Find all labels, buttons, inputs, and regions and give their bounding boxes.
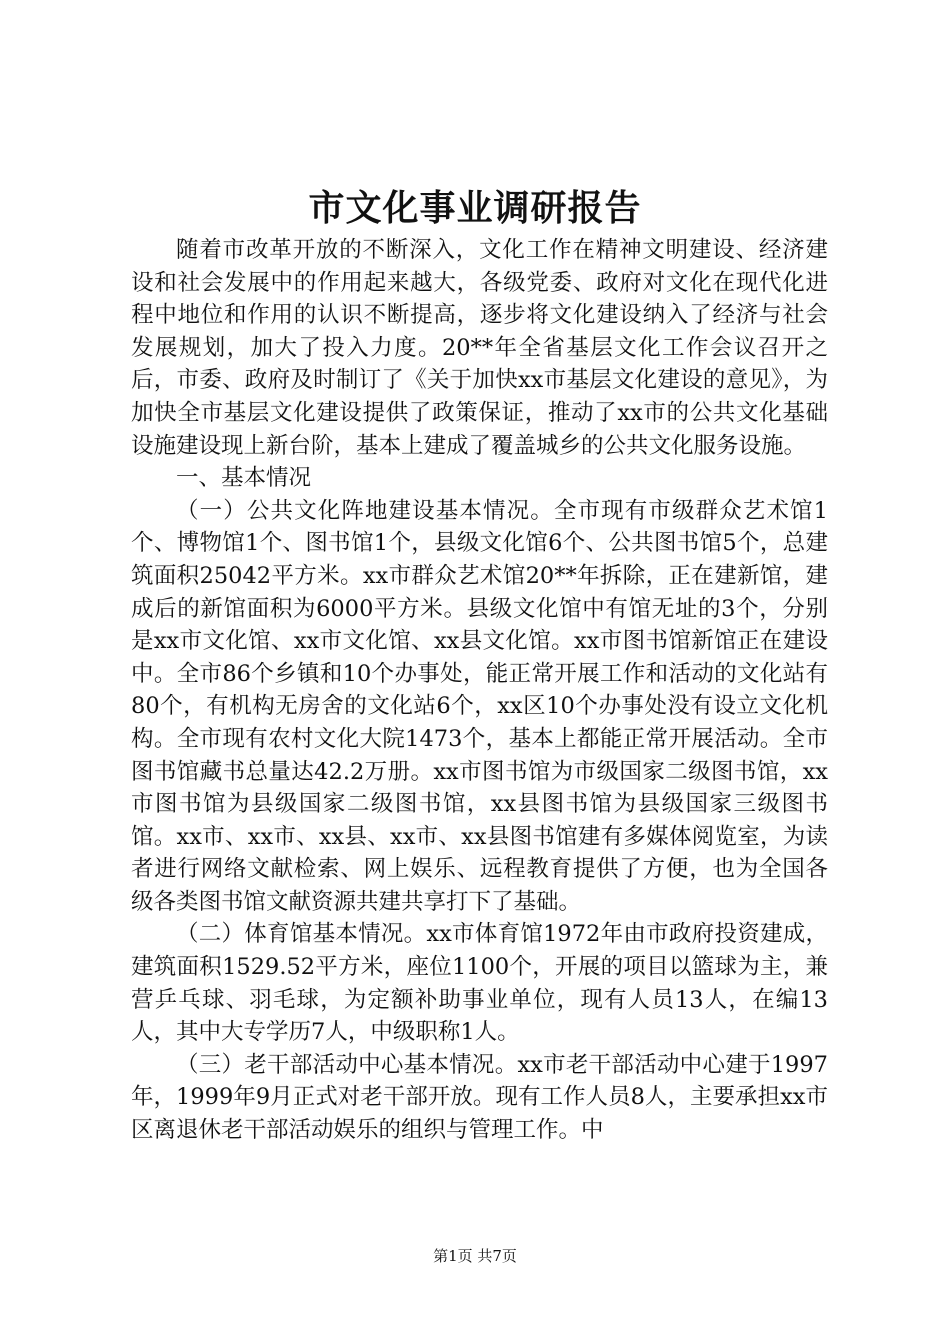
paragraph-stadium: （二）体育馆基本情况。xx市体育馆1972年由市政府投资建成，建筑面积1529.52平方米，座位1100个，开展的项目以篮球为主，兼营乒乓球、羽毛球，为定额补助事业单位，现有人员13人，在编13人，其中大专学历7人，中级职称1人。 xyxy=(131,921,828,1046)
section-heading: 一、基本情况 xyxy=(176,465,312,492)
page-footer: 第1页 共7页 xyxy=(433,1247,517,1265)
paragraph-veteran-center: （三）老干部活动中心基本情况。xx市老干部活动中心建于1997年，1999年9月正式对老干部开放。现有工作人员8人，主要承担xx市区离退休老干部活动娱乐的组织与管理工作。中 xyxy=(131,1051,828,1144)
page-title: 市文化事业调研报告 xyxy=(308,187,642,229)
paragraph-public-culture: （一）公共文化阵地建设基本情况。全市现有市级群众艺术馆1个、博物馆1个、图书馆1个，县级文化馆6个、公共图书馆5个，总建筑面积25042平方米。xx市群众艺术馆20**年拆除，正在建新馆，建成后的新馆面积为6000平方米。县级文化馆中有馆无址的3个，分别是xx市文化馆、xx市文化馆、xx县文化馆。xx市图书馆新馆正在建设中。全市86个乡镇和10个办事处，能正常开展工作和活动的文化站有80个，有机构无房舍的文化站6个，xx区10个办事处没有设立文化机构。全市现有农村文化大院1473个，基本上都能正常开展活动。全市图书馆藏书总量达42.2万册。xx市图书馆为市级国家二级图书馆，xx市图书馆为县级国家二级图书馆，xx县图书馆为县级国家三级图书馆。xx市、xx市、xx县、xx市、xx县图书馆建有多媒体阅览室，为读者进行网络文献检索、网上娱乐、远程教育提供了方便，也为全国各级各类图书馆文献资源共建共享打下了基础。 xyxy=(131,497,828,915)
intro-paragraph: 随着市改革开放的不断深入，文化工作在精神文明建设、经济建设和社会发展中的作用起来越大，各级党委、政府对文化在现代化进程中地位和作用的认识不断提高，逐步将文化建设纳入了经济与社会发展规划，加大了投入力度。20**年全省基层文化工作会议召开之后，市委、政府及时制订了《关于加快xx市基层文化建设的意见》，为加快全市基层文化建设提供了政策保证，推动了xx市的公共文化基础设施建设现上新台阶，基本上建成了覆盖城乡的公共文化服务设施。 xyxy=(131,237,828,459)
document-body xyxy=(131,234,828,1147)
